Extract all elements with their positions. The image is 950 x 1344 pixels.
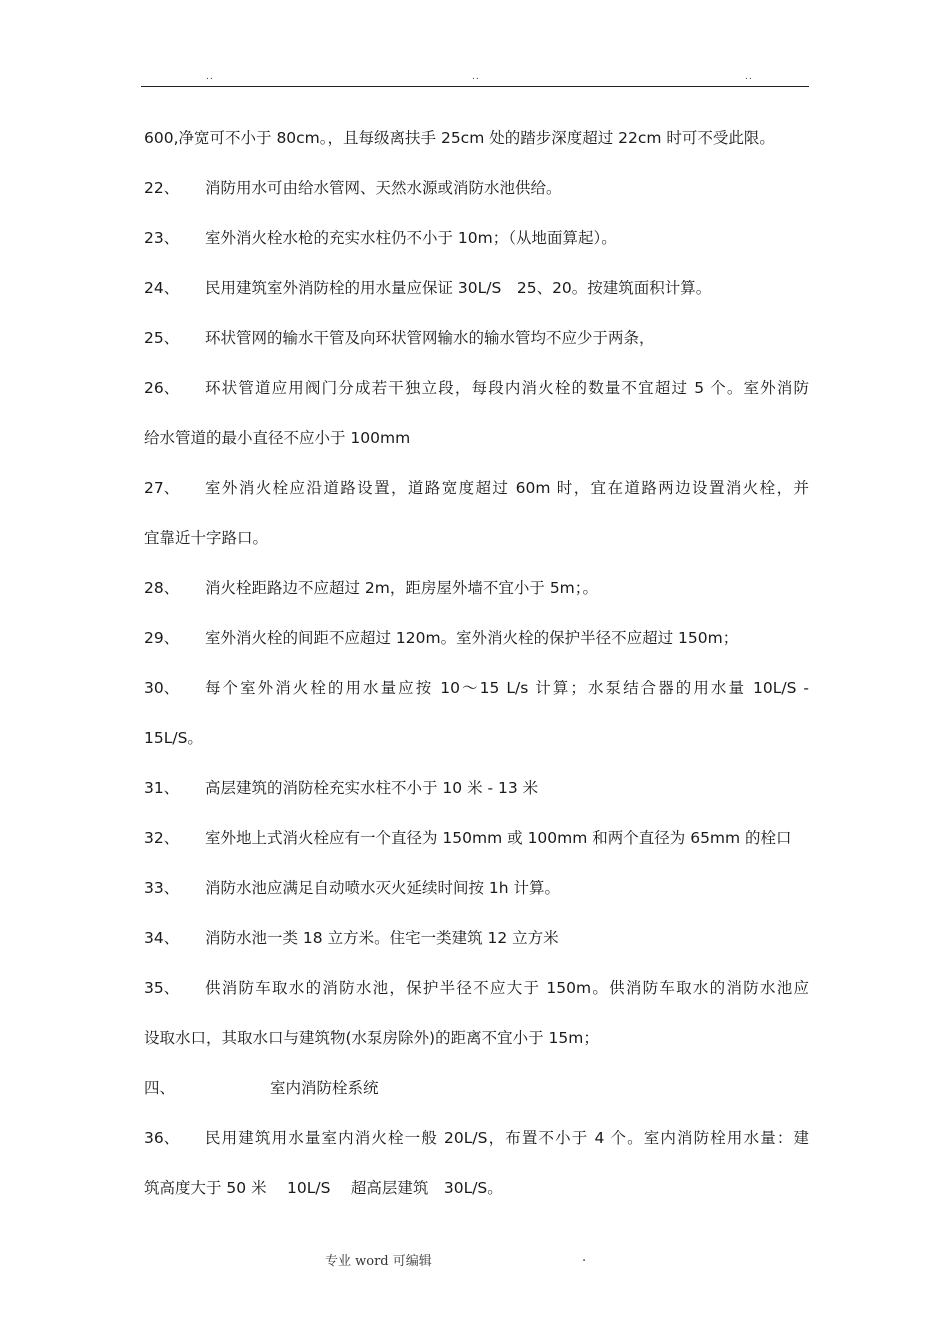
text-line (144, 522, 809, 572)
item-text: 供消防车取水的消防水池，保护半径不应大于 150m。供消防车取水的消防水池应 (205, 979, 809, 997)
text-line (144, 322, 809, 372)
item-number: 30、 (144, 679, 180, 697)
item-text: 环状管道应用阀门分成若干独立段，每段内消火栓的数量不宜超过 5 个。室外消防 (205, 379, 809, 397)
item-text: 每个室外消火栓的用水量应按 10～15 L/s 计算；水泵结合器的用水量 10L/S - (205, 679, 809, 697)
item-text: 室外地上式消火栓应有一个直径为 150mm 或 100mm 和两个直径为 65mm 的栓口 (205, 829, 792, 847)
header-dots-center: .. (472, 72, 480, 82)
text-line (144, 122, 809, 172)
continuation-text: 宜靠近十字路口。 (144, 529, 269, 547)
continuation-text: 给水管道的最小直径不应小于 100mm (144, 429, 411, 447)
item-number: 28、 (144, 579, 180, 597)
header-rule (141, 86, 809, 87)
item-number: 26、 (144, 379, 180, 397)
item-number: 29、 (144, 629, 180, 647)
item-text: 消防用水可由给水管网、天然水源或消防水池供给。 (205, 179, 562, 197)
item-number: 35、 (144, 979, 180, 997)
text-line (144, 1022, 809, 1072)
text-line (144, 572, 809, 622)
item-number: 31、 (144, 779, 180, 797)
text-line (144, 372, 809, 422)
item-number: 24、 (144, 279, 180, 297)
item-text: 室外消火栓应沿道路设置，道路宽度超过 60m 时，宜在道路两边设置消火栓，并 (205, 479, 809, 497)
item-text: 室外消火栓水枪的充实水柱仍不小于 10m；（从地面算起）。 (205, 229, 617, 247)
section-number: 四、 (144, 1079, 176, 1097)
item-text: 消火栓距路边不应超过 2m，距房屋外墙不宜小于 5m；。 (205, 579, 599, 597)
item-number: 23、 (144, 229, 180, 247)
item-text: 高层建筑的消防栓充实水柱不小于 10 米 - 13 米 (205, 779, 539, 797)
item-text: 环状管网的输水干管及向环状管网输水的输水管均不应少于两条， (205, 329, 655, 347)
footer-note: 专业 word 可编辑 (325, 1254, 432, 1269)
text-line (144, 972, 809, 1022)
item-number: 34、 (144, 929, 180, 947)
text-line (144, 472, 809, 522)
continuation-text: 600,净宽可不小于 80cm。，且每级离扶手 25cm 处的踏步深度超过 22cm 时可不受此限。 (144, 129, 775, 147)
item-number: 32、 (144, 829, 180, 847)
text-line (144, 272, 809, 322)
item-number: 25、 (144, 329, 180, 347)
continuation-text: 设取水口，其取水口与建筑物(水泵房除外)的距离不宜小于 15m； (144, 1029, 599, 1047)
item-text: 民用建筑室外消防栓的用水量应保证 30L/S 25、20。按建筑面积计算。 (205, 279, 712, 297)
text-line (144, 922, 809, 972)
text-line (144, 222, 809, 272)
document-body (144, 122, 809, 1222)
item-number: 22、 (144, 179, 180, 197)
text-line (144, 672, 809, 722)
header-dots-left: .. (206, 72, 214, 82)
item-number: 33、 (144, 879, 180, 897)
item-text: 室外消火栓的间距不应超过 120m。室外消火栓的保护半径不应超过 150m； (205, 629, 739, 647)
text-line (144, 772, 809, 822)
text-line (144, 872, 809, 922)
page-header (0, 72, 950, 84)
text-line (144, 622, 809, 672)
item-number: 27、 (144, 479, 180, 497)
continuation-text: 筑高度大于 50 米 10L/S 超高层建筑 30L/S。 (144, 1179, 503, 1197)
text-line (144, 722, 809, 772)
text-line (144, 1072, 809, 1122)
item-text: 消防水池一类 18 立方米。住宅一类建筑 12 立方米 (205, 929, 559, 947)
item-text: 消防水池应满足自动喷水灭火延续时间按 1h 计算。 (205, 879, 561, 897)
text-line (144, 422, 809, 472)
item-number: 36、 (144, 1129, 180, 1147)
text-line (144, 172, 809, 222)
continuation-text: 15L/S。 (144, 729, 203, 747)
text-line (144, 1122, 809, 1172)
footer-dot: . (582, 1250, 587, 1265)
text-line (144, 1172, 809, 1222)
header-dots-right: .. (745, 72, 753, 82)
item-text: 民用建筑用水量室内消火栓一般 20L/S，布置不小于 4 个。室内消防栓用水量：建 (205, 1129, 809, 1147)
section-heading: 室内消防栓系统 (270, 1079, 379, 1097)
text-line (144, 822, 809, 872)
